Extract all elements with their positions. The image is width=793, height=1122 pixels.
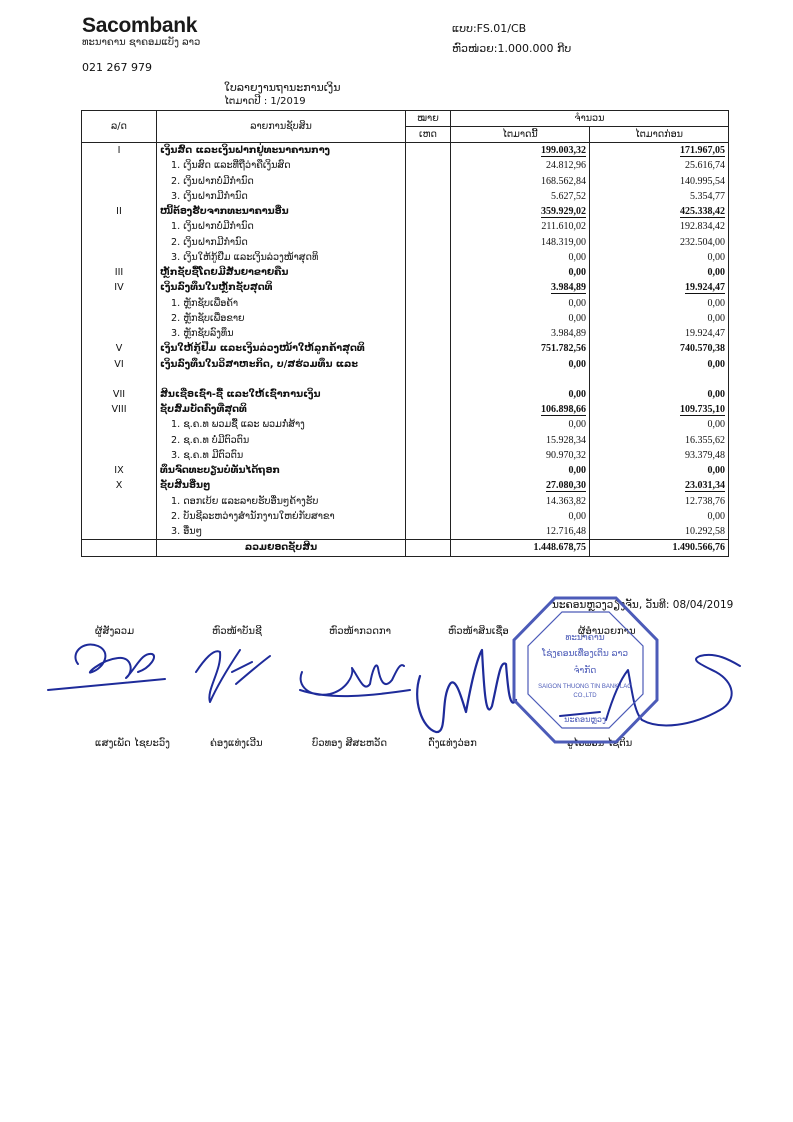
total-note: [406, 540, 451, 556]
signatory-title: ຫົວໜ້າບັນຊີ: [212, 626, 262, 637]
row-previous-value: 23.031,34: [590, 478, 729, 493]
row-label: ເງິນໃຫ້ກູ້ຢືມ ແລະເງິນລ່ວງໜ້າໃຫ້ລູກຄ້າສຸດທິ: [157, 341, 406, 356]
row-number: X: [82, 478, 157, 493]
row-previous-value: 10.292,58: [590, 524, 729, 540]
row-note: [406, 158, 451, 173]
table-row: [82, 174, 729, 189]
row-note: [406, 174, 451, 189]
row-current-value: 0,00: [451, 296, 590, 311]
row-note: [406, 433, 451, 448]
row-previous-value: 109.735,10: [590, 402, 729, 417]
row-previous-value: 0,00: [590, 463, 729, 478]
row-number: [82, 189, 157, 204]
row-number: I: [82, 143, 157, 159]
row-number: [82, 524, 157, 540]
row-note: [406, 326, 451, 341]
row-previous-value: 232.504,00: [590, 235, 729, 250]
row-current-value: 0,00: [451, 311, 590, 326]
row-previous-value: 25.616,74: [590, 158, 729, 173]
table-row: [82, 509, 729, 524]
signatory-name: ດົ່ງແທ່ງວ່ອກ: [428, 738, 477, 749]
row-note: [406, 143, 451, 159]
row-note: [406, 280, 451, 295]
table-row: [82, 296, 729, 311]
row-number: [82, 494, 157, 509]
table-row: [82, 463, 729, 478]
table-row: [82, 524, 729, 540]
table-row: [82, 250, 729, 265]
table-row: [82, 448, 729, 463]
row-note: [406, 478, 451, 493]
signatory-name: ອູໄວພອນ ໄຊຕິນ: [567, 738, 633, 749]
row-previous-value: 425.338,42: [590, 204, 729, 219]
row-current-value: 211.610,02: [451, 219, 590, 234]
row-number: V: [82, 341, 157, 356]
row-note: [406, 402, 451, 417]
row-label: 1. ເງິນຝາກບໍ່ມີກຳນົດ: [157, 219, 406, 234]
signature-1: [48, 645, 165, 690]
row-number: [82, 158, 157, 173]
row-number: [82, 509, 157, 524]
signatory-name: ຄ່ອງແທ່ງເວີນ: [210, 738, 263, 749]
row-current-value: 0,00: [451, 265, 590, 280]
row-label: [157, 372, 406, 387]
table-row: [82, 326, 729, 341]
row-number: [82, 433, 157, 448]
row-number: III: [82, 265, 157, 280]
table-row: [82, 143, 729, 159]
row-current-value: 0,00: [451, 463, 590, 478]
header-item: ລາຍການຊັບສິນ: [157, 111, 406, 143]
row-previous-value: 5.354,77: [590, 189, 729, 204]
total-row: [82, 540, 729, 556]
row-current-value: 0,00: [451, 387, 590, 402]
row-label: 2. ຫຼັກຊັບເພື່ອຂາຍ: [157, 311, 406, 326]
row-previous-value: 0,00: [590, 311, 729, 326]
table-row: [82, 219, 729, 234]
row-label: 3. ອື່ນໆ: [157, 524, 406, 540]
row-previous-value: 16.355,62: [590, 433, 729, 448]
stamp-text-english: SAIGON THUONG TIN BANK LAO: [538, 684, 632, 690]
row-number: [82, 250, 157, 265]
spacer-row: [82, 372, 729, 387]
row-previous-value: 0,00: [590, 265, 729, 280]
table-row: [82, 387, 729, 402]
balance-sheet-table: [81, 110, 729, 557]
row-previous-value: 740.570,38: [590, 341, 729, 356]
header-note-bottom: ເຫດ: [406, 127, 451, 143]
row-number: [82, 372, 157, 387]
row-current-value: 106.898,66: [451, 402, 590, 417]
row-label: 1. ຫຼັກຊັບເພື່ອຄ້າ: [157, 296, 406, 311]
row-current-value: 199.003,32: [451, 143, 590, 159]
row-current-value: 15.928,34: [451, 433, 590, 448]
report-title: ໃບລາຍງານຖານະການເງິນ: [224, 81, 341, 94]
row-number: [82, 417, 157, 432]
row-previous-value: 171.967,05: [590, 143, 729, 159]
row-label: ໜີ້ຕ້ອງຮັບຈາກທະນາຄານອື່ນ: [157, 204, 406, 219]
bank-logo-name: Sacombank: [82, 14, 198, 37]
bank-logo-subtitle: ທະນາຄານ ຊາຄອມແບັງ ລາວ: [82, 37, 201, 48]
table-row: [82, 235, 729, 250]
total-previous-value: 1.490.566,76: [590, 540, 729, 556]
table-row: [82, 158, 729, 173]
total-label: ລວມຍອດຊັບສິນ: [157, 540, 406, 556]
signature-5: [560, 655, 740, 726]
stamp-text-name: ໂຊ່ງຄອນເທື່ອງເຕິນ ລາວ: [541, 649, 629, 659]
row-label: 3. ຊ.ຄ.ທ ມີຕົວຕົນ: [157, 448, 406, 463]
row-label: ຊັບສິນອື່ນໆ: [157, 478, 406, 493]
row-number: [82, 235, 157, 250]
row-current-value: 0,00: [451, 417, 590, 432]
signature-2: [196, 650, 270, 702]
row-number: VII: [82, 387, 157, 402]
table-row: [82, 478, 729, 493]
row-label: ທຶນຈົດທະບຽນບໍ່ທັນໄດ້ຖອກ: [157, 463, 406, 478]
row-previous-value: 0,00: [590, 387, 729, 402]
total-no: [82, 540, 157, 556]
total-current-value: 1.448.678,75: [451, 540, 590, 556]
row-label: 3. ເງິນໃຫ້ກູ້ຢືມ ແລະເງິນລ່ວງໜ້າສຸດທິ: [157, 250, 406, 265]
phone-number: 021 267 979: [82, 61, 152, 74]
row-number: [82, 219, 157, 234]
row-number: [82, 296, 157, 311]
row-previous-value: 0,00: [590, 417, 729, 432]
row-number: VI: [82, 357, 157, 372]
table-row: [82, 280, 729, 295]
row-note: [406, 250, 451, 265]
row-current-value: 5.627,52: [451, 189, 590, 204]
row-current-value: 24.812,96: [451, 158, 590, 173]
header-no: ລ/ດ: [82, 111, 157, 143]
row-current-value: 148.319,00: [451, 235, 590, 250]
table-row: [82, 204, 729, 219]
row-number: [82, 448, 157, 463]
signatory-title: ຫົວໜ້າສິນເຊື່ອ: [448, 626, 509, 637]
place-date: ນະຄອນຫຼວງວຽງຈັນ, ວັນທີ: 08/04/2019: [552, 599, 734, 611]
row-previous-value: 0,00: [590, 509, 729, 524]
row-note: [406, 357, 451, 372]
signature-4: [417, 650, 516, 732]
row-label: 2. ບັນຊີລະຫວ່າງສຳນັກງານໃຫຍ່ກັບສາຂາ: [157, 509, 406, 524]
row-number: IV: [82, 280, 157, 295]
stamp-text-city: ນະຄອນຫຼວງ: [564, 715, 606, 724]
row-current-value: 3.984,89: [451, 280, 590, 295]
row-note: [406, 296, 451, 311]
row-previous-value: 0,00: [590, 296, 729, 311]
signature-3: [300, 665, 410, 696]
table-row: [82, 265, 729, 280]
table-row: [82, 402, 729, 417]
row-number: [82, 174, 157, 189]
row-number: II: [82, 204, 157, 219]
row-current-value: [451, 372, 590, 387]
row-previous-value: 19.924,47: [590, 326, 729, 341]
stamp-text-bank: ທະນາຄານ: [565, 633, 605, 643]
signatory-name: ບົວທອງ ສີສະຫວັດ: [312, 738, 388, 749]
row-label: 2. ເງິນຝາກບໍ່ມີກຳນົດ: [157, 174, 406, 189]
row-note: [406, 219, 451, 234]
row-current-value: 751.782,56: [451, 341, 590, 356]
row-previous-value: 0,00: [590, 250, 729, 265]
header-note-top: ໝາຍ: [406, 111, 451, 127]
row-number: IX: [82, 463, 157, 478]
row-note: [406, 448, 451, 463]
row-previous-value: 140.995,54: [590, 174, 729, 189]
row-current-value: 27.080,30: [451, 478, 590, 493]
table-row: [82, 189, 729, 204]
row-current-value: 0,00: [451, 357, 590, 372]
row-label: 3. ເງິນຝາກມີກຳນົດ: [157, 189, 406, 204]
row-note: [406, 265, 451, 280]
row-label: ເງິນລົງທຶນໃນວິສາຫະກິດ, ບ/ສຮ່ວມທຶນ ແລະ: [157, 357, 406, 372]
table-row: [82, 433, 729, 448]
header-previous-quarter: ໄຕມາດກ່ອນ: [590, 127, 729, 143]
row-note: [406, 372, 451, 387]
row-label: 2. ຊ.ຄ.ທ ບໍ່ມີຕົວຕົນ: [157, 433, 406, 448]
row-note: [406, 341, 451, 356]
row-label: ເງິນລົງທຶນໃນຫຼັກຊັບສຸດທິ: [157, 280, 406, 295]
row-previous-value: 19.924,47: [590, 280, 729, 295]
table-row: [82, 357, 729, 372]
handwritten-signatures: [48, 645, 740, 733]
row-note: [406, 417, 451, 432]
signatory-title: ຜູ້ອຳນວຍການ: [578, 626, 636, 637]
report-period: ໄຕມາດປີ : 1/2019: [224, 96, 306, 107]
row-label: ຊັບສົມບັດຄົງທີ່ສຸດທິ: [157, 402, 406, 417]
currency-unit: ຫົວໜ່ວຍ:1.000.000 ກີບ: [452, 42, 572, 55]
row-current-value: 168.562,84: [451, 174, 590, 189]
row-previous-value: 0,00: [590, 357, 729, 372]
row-number: VIII: [82, 402, 157, 417]
row-label: ຫຼັກຊັບຊື້ໂດຍມີສັນຍາຂາຍຄືນ: [157, 265, 406, 280]
header-current-quarter: ໄຕມາດນີ້: [451, 127, 590, 143]
row-note: [406, 463, 451, 478]
signatory-title: ຜູ້ສັງລວມ: [95, 626, 135, 637]
row-current-value: 0,00: [451, 250, 590, 265]
table-row: [82, 311, 729, 326]
row-label: ສິນເຊື່ອເຊົ່າ-ຊື້ ແລະໃຫ້ເຊົ່າການເງິນ: [157, 387, 406, 402]
official-stamp: [514, 598, 657, 742]
row-current-value: 12.716,48: [451, 524, 590, 540]
row-previous-value: 192.834,42: [590, 219, 729, 234]
row-label: 3. ຫຼັກຊັບລົງທຶນ: [157, 326, 406, 341]
row-note: [406, 189, 451, 204]
row-previous-value: 93.379,48: [590, 448, 729, 463]
row-current-value: 0,00: [451, 509, 590, 524]
row-number: [82, 326, 157, 341]
row-label: 1. ດອກເບ້ຍ ແລະລາຍຮັບອື່ນໆຄ້າງຮັບ: [157, 494, 406, 509]
table-row: [82, 341, 729, 356]
stamp-text-company: ຈຳກັດ: [573, 666, 597, 676]
row-note: [406, 311, 451, 326]
signatory-name: ແສງເພັດ ໄຊຍະວົງ: [95, 738, 171, 749]
row-note: [406, 204, 451, 219]
row-previous-value: 12.738,76: [590, 494, 729, 509]
table-row: [82, 494, 729, 509]
row-note: [406, 387, 451, 402]
row-label: ເງິນສົດ ແລະເງິນຝາກຢູ່ທະນາຄານກາງ: [157, 143, 406, 159]
stamp-text-coltd: CO.,LTD: [573, 693, 597, 699]
signatory-title: ຫົວໜ້າກວດກາ: [329, 626, 392, 637]
row-label: 1. ຊ.ຄ.ທ ພວມຊື້ ແລະ ພວມກໍ່ສ້າງ: [157, 417, 406, 432]
table-body: [82, 143, 729, 557]
row-note: [406, 235, 451, 250]
row-current-value: 90.970,32: [451, 448, 590, 463]
row-note: [406, 494, 451, 509]
row-current-value: 14.363,82: [451, 494, 590, 509]
row-current-value: 359.929,02: [451, 204, 590, 219]
row-previous-value: [590, 372, 729, 387]
row-note: [406, 509, 451, 524]
row-label: 2. ເງິນຝາກມີກຳນົດ: [157, 235, 406, 250]
row-label: 1. ເງິນສົດ ແລະທີ່ຖືວ່າຄືເງິນສົດ: [157, 158, 406, 173]
form-code: ແບບ:FS.01/CB: [452, 22, 527, 35]
header-amount: ຈຳນວນ: [451, 111, 729, 127]
table-row: [82, 417, 729, 432]
row-note: [406, 524, 451, 540]
row-current-value: 3.984,89: [451, 326, 590, 341]
row-number: [82, 311, 157, 326]
